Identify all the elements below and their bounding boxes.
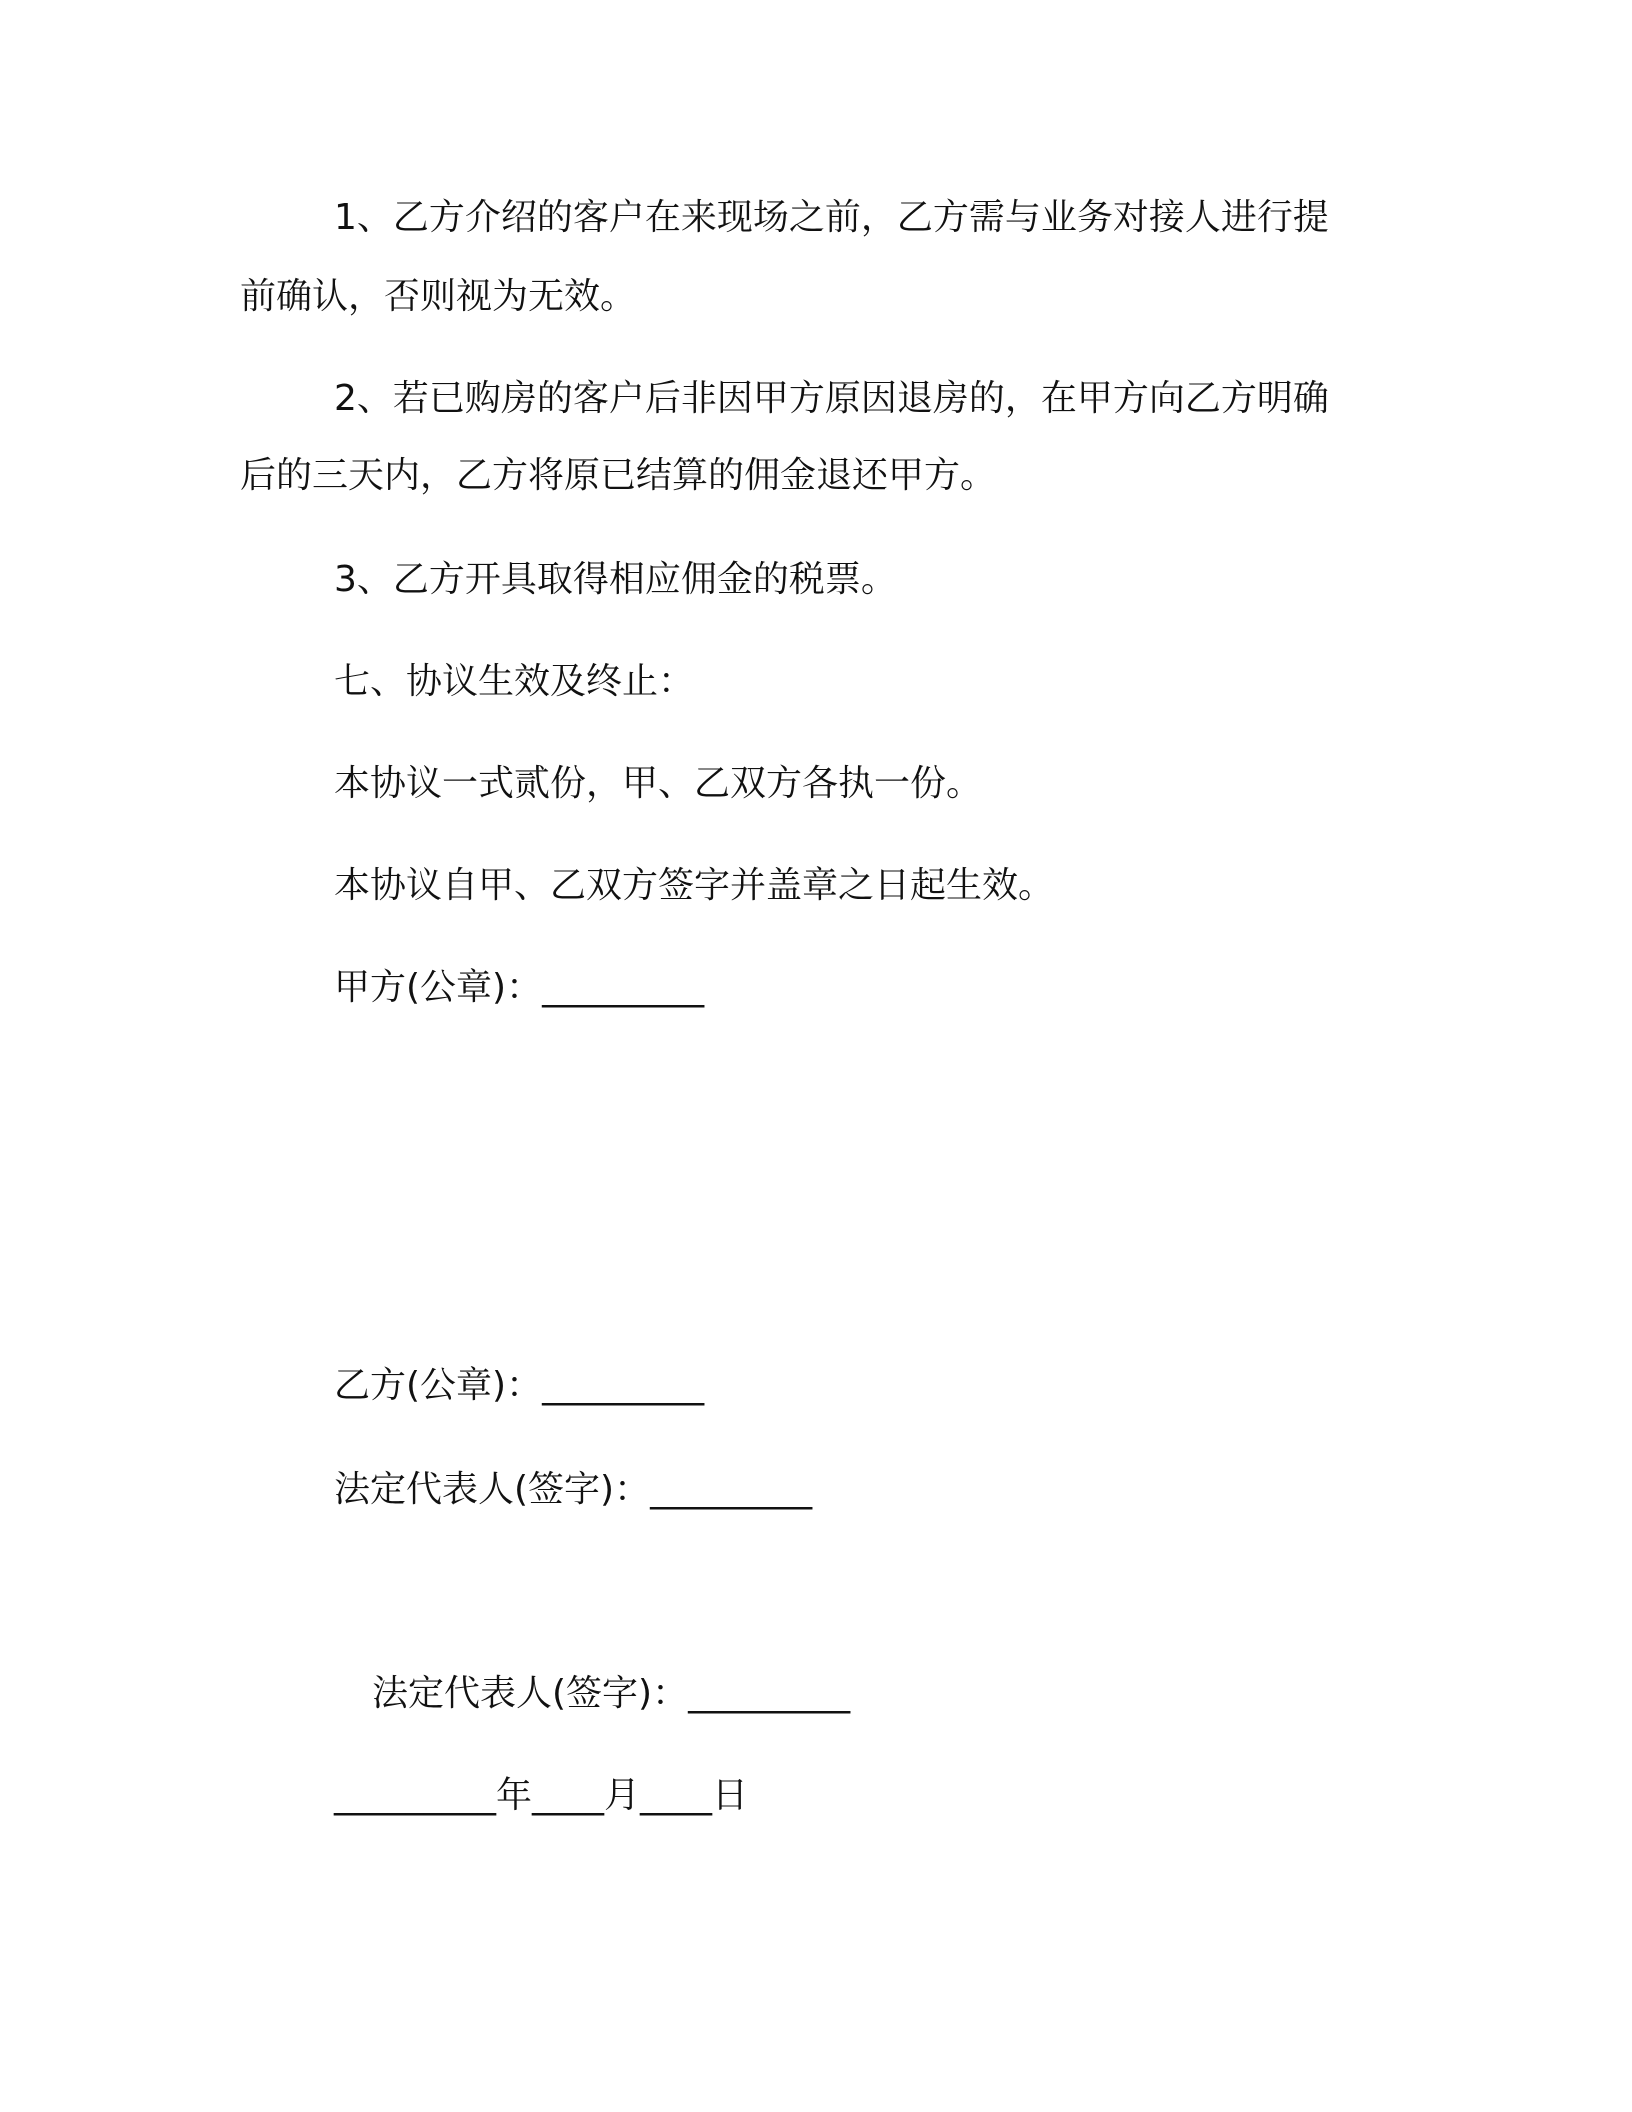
- clause-1-line-1: 1、乙方介绍的客户在来现场之前，乙方需与业务对接人进行提: [334, 197, 1329, 238]
- party-a-seal-line: 甲方(公章)：_________: [334, 967, 705, 1008]
- clause-3: 3、乙方开具取得相应佣金的税票。: [334, 559, 897, 600]
- clause-1-line-2: 前确认，否则视为无效。: [240, 276, 637, 317]
- section-7-heading: 七、协议生效及终止：: [334, 661, 695, 702]
- effective-statement: 本协议自甲、乙双方签字并盖章之日起生效。: [334, 865, 1055, 906]
- party-b-seal-line: 乙方(公章)：_________: [334, 1365, 705, 1406]
- clause-2-line-2: 后的三天内，乙方将原已结算的佣金退还甲方。: [240, 455, 997, 496]
- date-line: _________年____月____日: [334, 1775, 748, 1816]
- copies-statement: 本协议一式贰份，甲、乙双方各执一份。: [334, 763, 983, 804]
- legal-representative-signature-line: 法定代表人(签字)：_________: [334, 1469, 813, 1510]
- legal-representative-signature-line-2: 法定代表人(签字)：_________: [372, 1673, 851, 1714]
- clause-2-line-1: 2、若已购房的客户后非因甲方原因退房的，在甲方向乙方明确: [334, 378, 1329, 419]
